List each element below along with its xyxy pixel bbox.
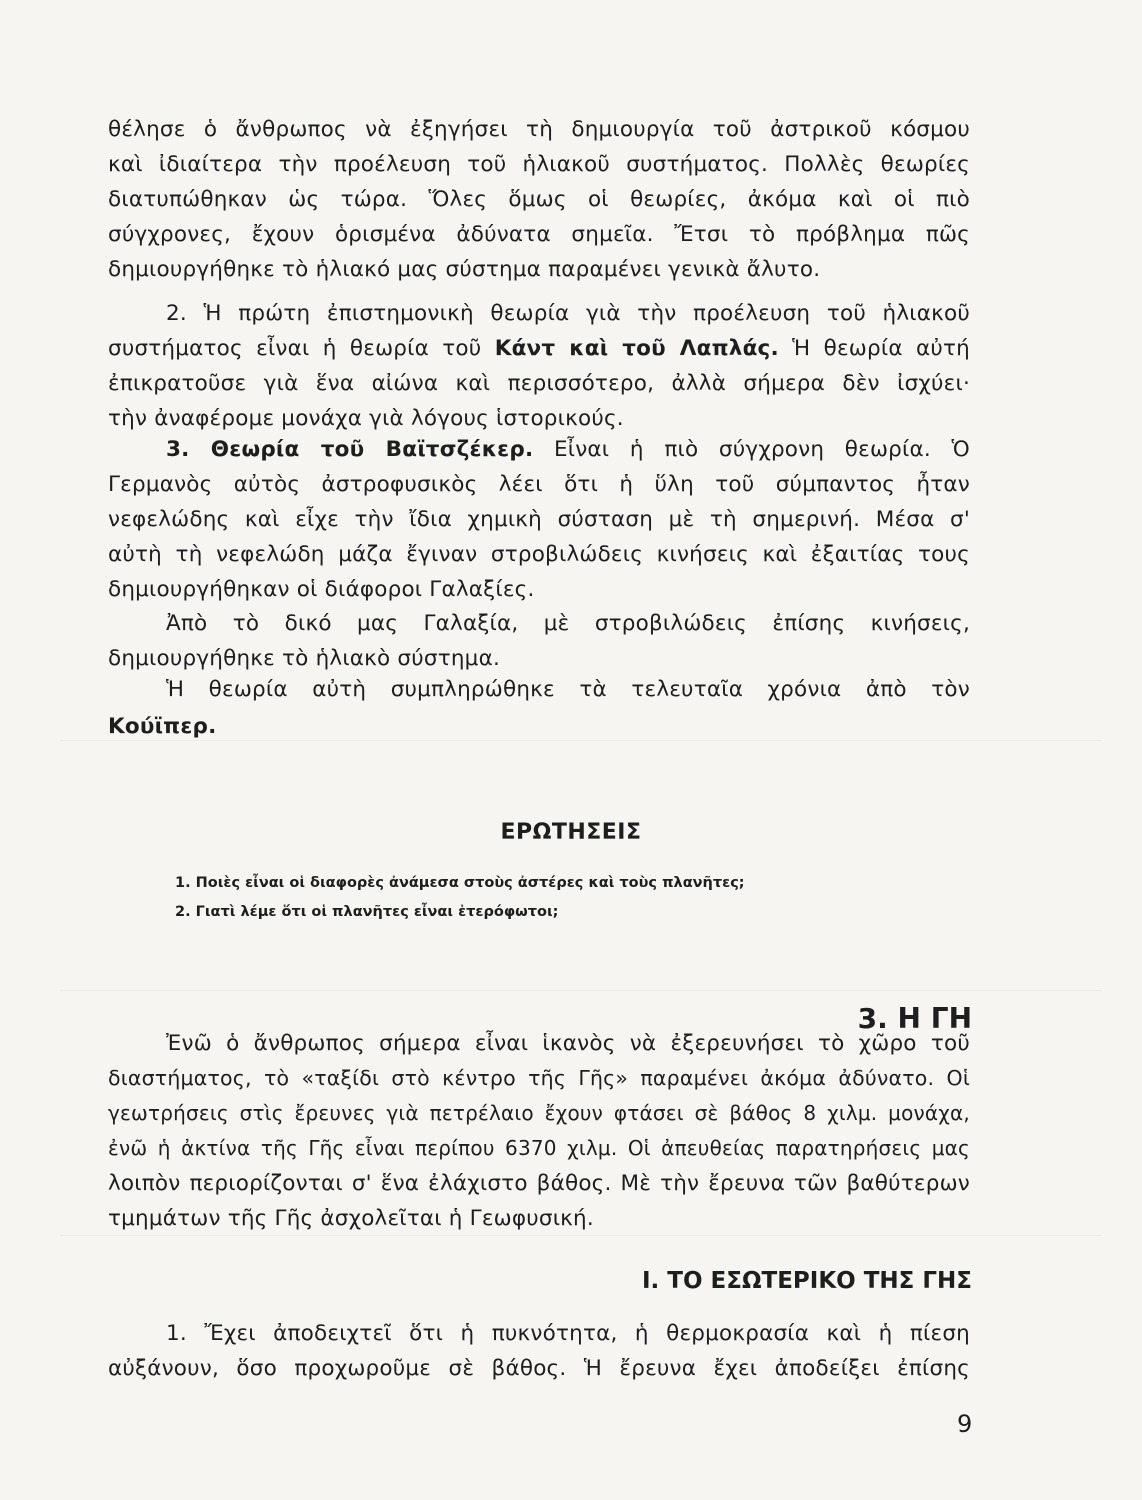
text-line: Ἡ θεωρία αὐτὴ συμπληρώθηκε τὰ τελευταῖα χρόνια ἀπὸ τὸν xyxy=(166,677,970,702)
text-line: λοιπὸν περιορίζονται σ' ἕνα ἐλάχιστο βάθος. Μὲ τὴν ἔρευνα τῶν βαθύτερων xyxy=(108,1171,970,1196)
paragraph-earth xyxy=(108,1026,970,1236)
text-line: ἐνῶ ἡ ἀκτίνα τῆς Γῆς εἶναι περίπου 6370 χιλμ. Οἱ ἀπευθείας παρατηρήσεις μας xyxy=(108,1136,970,1160)
text-line: σύγχρονες, ἔχουν ὁρισμένα ἀδύνατα σημεῖα. Ἔτσι τὸ πρόβλημα πῶς xyxy=(108,222,970,247)
paragraph-interior xyxy=(108,1316,970,1386)
text-line: γεωτρήσεις στὶς ἔρευνες γιὰ πετρέλαιο ἔχουν φτάσει σὲ βάθος 8 χιλμ. μονάχα, xyxy=(108,1101,970,1125)
questions-heading: ΕΡΩΤΗΣΕΙΣ xyxy=(500,820,642,845)
section-heading-interior: Ι. ΤΟ ΕΣΩΤΕΡΙΚΟ ΤΗΣ ΓΗΣ xyxy=(642,1268,972,1294)
text-run: συστήματος εἶναι ἡ θεωρία τοῦ xyxy=(108,336,495,361)
page-number: 9 xyxy=(957,1410,973,1438)
paragraph-weizsacker xyxy=(108,432,970,607)
text-line: δημιουργήθηκε τὸ ἡλιακό μας σύστημα παραμένει γενικὰ ἄλυτο. xyxy=(108,257,821,282)
text-line: 1. Ἔχει ἀποδειχτεῖ ὅτι ἡ πυκνότητα, ἡ θερμοκρασία καὶ ἡ πίεση xyxy=(166,1321,970,1346)
text-line: Ἐνῶ ὁ ἄνθρωπος σήμερα εἶναι ἱκανὸς νὰ ἐξερευνήσει τὸ χῶρο τοῦ xyxy=(166,1031,970,1056)
text-line: ἐπικρατοῦσε γιὰ ἕνα αἰώνα καὶ περισσότερο, ἀλλὰ σήμερα δὲν ἰσχύει· xyxy=(108,371,970,396)
text-line: αὐτὴ τὴ νεφελώδη μάζα ἔγιναν στροβιλώδεις κινήσεις καὶ ἐξαιτίας τους xyxy=(108,542,970,567)
question-item: 2. Γιατὶ λέμε ὅτι οἱ πλανῆτες εἶναι ἑτερόφωτοι; xyxy=(175,904,559,920)
text-line: διαστήματος, τὸ «ταξίδι στὸ κέντρο τῆς Γῆς» παραμένει ἀκόμα ἀδύνατο. Οἱ xyxy=(108,1066,970,1090)
text-line: νεφελώδης καὶ εἶχε τὴν ἴδια χημικὴ σύσταση μὲ τὴ σημερινή. Μέσα σ' xyxy=(108,507,970,532)
text-run: Ἡ θεωρία αὐτή xyxy=(778,336,970,361)
text-line: Γερμανὸς αὐτὸς ἀστροφυσικὸς λέει ὅτι ἡ ὕλη τοῦ σύμπαντος ἦταν xyxy=(108,472,970,497)
text-run: Εἶναι ἡ πιὸ σύγχρονη θεωρία. Ὁ xyxy=(533,437,970,462)
paragraph-galaxy xyxy=(108,606,970,676)
text-line: αὐξάνουν, ὅσο προχωροῦμε σὲ βάθος. Ἡ ἔρευνα ἔχει ἀποδείξει ἐπίσης xyxy=(108,1356,970,1381)
paragraph-intro xyxy=(108,112,970,287)
text-line xyxy=(108,432,970,467)
text-line: Ἀπὸ τὸ δικό μας Γαλαξία, μὲ στροβιλώδεις ἐπίσης κινήσεις, xyxy=(166,611,970,636)
question-item: 1. Ποιὲς εἶναι οἱ διαφορὲς ἀνάμεσα στοὺς ἀστέρες καὶ τοὺς πλανῆτες; xyxy=(175,875,745,891)
text-line: δημιουργήθηκε τὸ ἡλιακὸ σύστημα. xyxy=(108,646,500,671)
text-line: δημιουργήθηκαν οἱ διάφοροι Γαλαξίες. xyxy=(108,577,535,602)
text-line: θέλησε ὁ ἄνθρωπος νὰ ἐξηγήσει τὴ δημιουργία τοῦ ἀστρικοῦ κόσμου xyxy=(108,117,970,142)
theory-name-kuiper: Κούϊπερ. xyxy=(108,714,217,739)
theory-name-kant-laplace: Κάντ καὶ τοῦ Λαπλάς. xyxy=(494,336,779,361)
section-heading-earth: 3. Η ΓΗ xyxy=(857,1002,972,1035)
text-line: καὶ ἰδιαίτερα τὴν προέλευση τοῦ ἡλιακοῦ συστήματος. Πολλὲς θεωρίες xyxy=(108,152,970,177)
text-line: 2. Ἡ πρώτη ἐπιστημονικὴ θεωρία γιὰ τὴν προέλευση τοῦ ἡλιακοῦ xyxy=(166,301,970,326)
paragraph-kant-laplace xyxy=(108,296,970,436)
theory-name-weizsacker: 3. Θεωρία τοῦ Βαϊτσζέκερ. xyxy=(166,437,534,462)
text-line: διατυπώθηκαν ὡς τώρα. Ὅλες ὅμως οἱ θεωρίες, ἀκόμα καὶ οἱ πιὸ xyxy=(108,187,970,212)
text-line: τὴν ἀναφέρομε μονάχα γιὰ λόγους ἱστορικούς. xyxy=(108,406,624,431)
text-line: τμημάτων τῆς Γῆς ἀσχολεῖται ἡ Γεωφυσική. xyxy=(108,1206,594,1231)
text-line xyxy=(108,331,970,366)
paragraph-kuiper xyxy=(108,672,970,744)
